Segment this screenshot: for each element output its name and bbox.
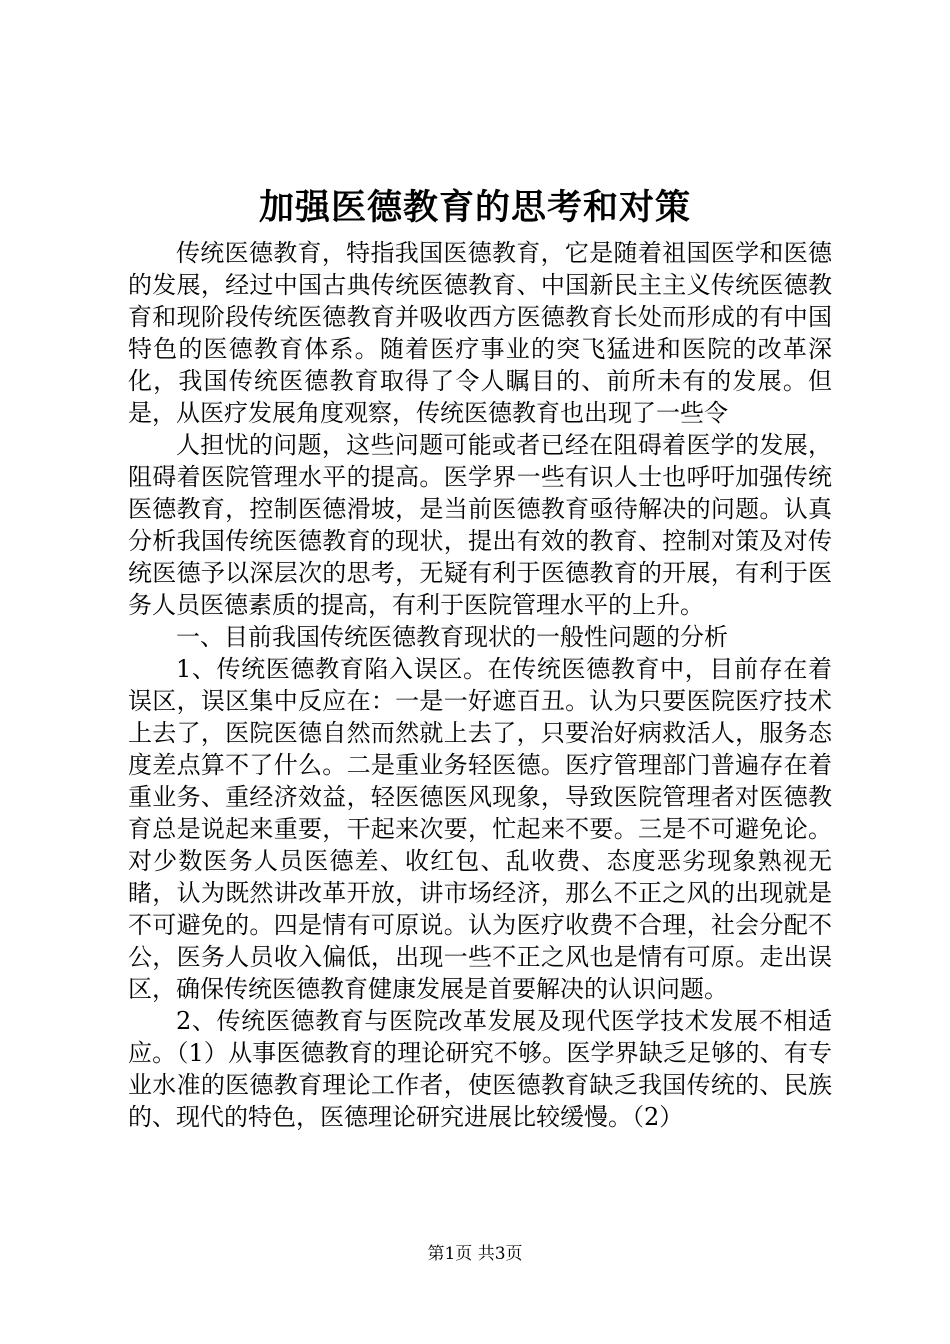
paragraph-incompatibility: 2、传统医德教育与医院改革发展及现代医学技术发展不相适应。（1）从事医德教育的理论研究不够。医学界缺乏足够的、有专业水准的医德教育理论工作者，使医德教育缺乏我国传统的、民族的、现代的特色，医德理论研究进展比较缓慢。（2） xyxy=(128,1007,832,1131)
document-title: 加强医德教育的思考和对策 xyxy=(258,187,691,228)
page-footer: 第1页 共3页 xyxy=(427,1244,523,1264)
document-body xyxy=(128,237,832,1133)
paragraph-misconceptions: 1、传统医德教育陷入误区。在传统医德教育中，目前存在着误区，误区集中反应在：一是一好遮百丑。认为只要医院医疗技术上去了，医院医德自然而然就上去了，只要治好病救活人，服务态度差点算不了什么。二是重业务轻医德。医疗管理部门普遍存在着重业务、重经济效益，轻医德医风现象，导致医院管理者对医德教育总是说起来重要，干起来次要，忙起来不要。三是不可避免论。对少数医务人员医德差、收红包、乱收费、态度恶劣现象熟视无睹，认为既然讲改革开放，讲市场经济，那么不正之风的出现就是不可避免的。四是情有可原说。认为医疗收费不合理，社会分配不公，医务人员收入偏低，出现一些不正之风也是情有可原。走出误区，确保传统医德教育健康发展是首要解决的认识问题。 xyxy=(128,655,832,1003)
section-heading-1: 一、目前我国传统医德教育现状的一般性问题的分析 xyxy=(176,623,728,651)
paragraph-intro: 传统医德教育，特指我国医德教育，它是随着祖国医学和医德的发展，经过中国古典传统医德教育、中国新民主主义传统医德教育和现阶段传统医德教育并吸收西方医德教育长处而形成的有中国特色的医德教育体系。随着医疗事业的突飞猛进和医院的改革深化，我国传统医德教育取得了令人瞩目的、前所未有的发展。但是，从医疗发展角度观察，传统医德教育也出现了一些令 xyxy=(128,239,832,427)
paragraph-concerns: 人担忧的问题，这些问题可能或者已经在阻碍着医学的发展，阻碍着医院管理水平的提高。医学界一些有识人士也呼吁加强传统医德教育，控制医德滑坡，是当前医德教育亟待解决的问题。认真分析我国传统医德教育的现状，提出有效的教育、控制对策及对传统医德予以深层次的思考，无疑有利于医德教育的开展，有利于医务人员医德素质的提高，有利于医院管理水平的上升。 xyxy=(128,431,832,619)
